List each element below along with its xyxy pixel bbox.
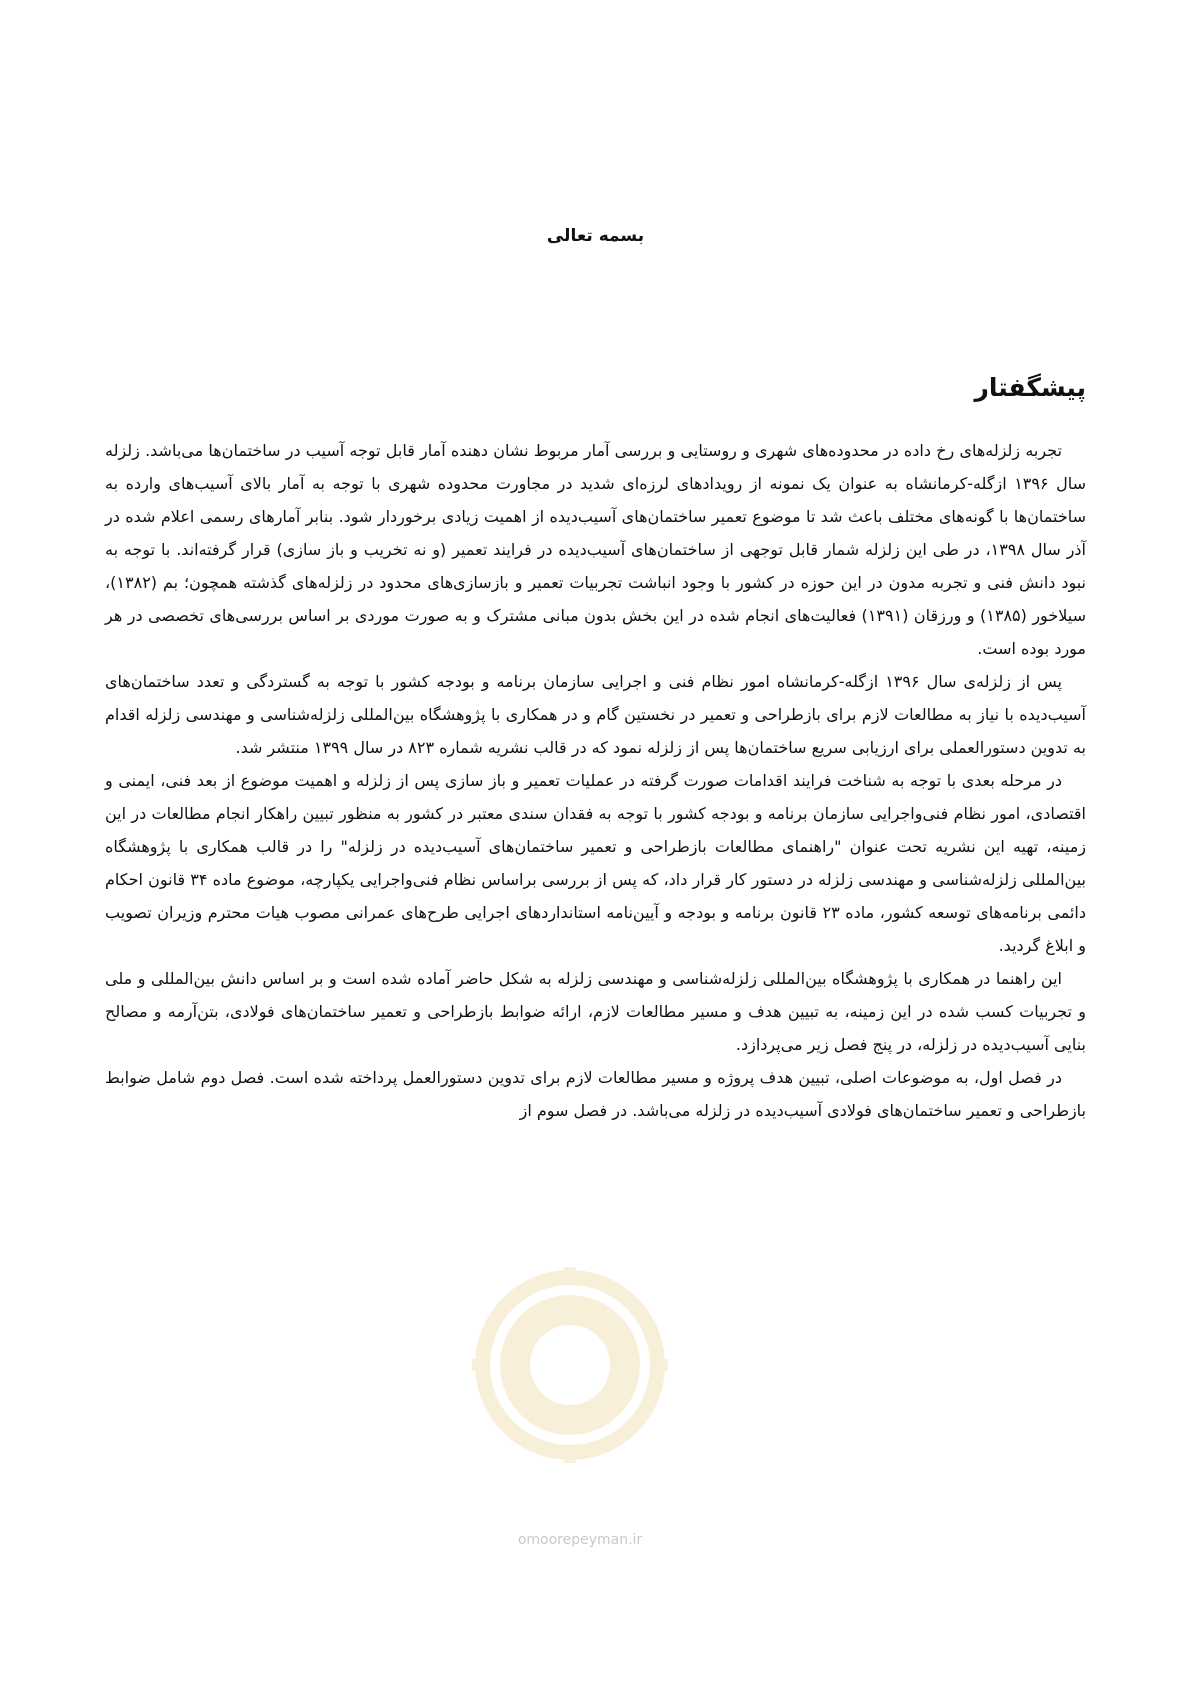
- paragraph-5: در فصل اول، به موضوعات اصلی، تبیین هدف پروژه و مسیر مطالعات لازم برای تدوین دستورالعمل پرداخته شده است. فصل دوم شامل ضوابط بازطراحی و تعمیر ساختمان‌های فولادی آسیب‌دیده در زلزله می‌باشد. در فصل سوم از: [105, 1068, 1086, 1120]
- paragraph-2: پس از زلزله‌ی سال ۱۳۹۶ ازگله-کرمانشاه امور نظام فنی و اجرایی سازمان برنامه و بودجه کشور با توجه به گستردگی و تعدد ساختمان‌های آسیب‌دیده با نیاز به مطالعات لازم برای بازطراحی و تعمیر در نخستین گام و در همکاری با پژوهشگاه بین‌المللی زلزله‌شناسی و مهندسی زلزله اقدام به تدوین دستورالعملی برای ارزیابی سریع ساختمان‌ها پس از زلزله نمود که در قالب نشریه شماره ۸۲۳ در سال ۱۳۹۹ منتشر شد.: [105, 672, 1086, 757]
- watermark-url-text: omoorepeyman.ir: [517, 1532, 643, 1548]
- seal-logo-icon: [470, 1265, 670, 1465]
- paragraph-1: تجربه زلزله‌های رخ داده در محدوده‌های شهری و روستایی و بررسی آمار مربوط نشان دهنده آمار قابل توجه آسیب در ساختمان‌ها می‌باشد. زلزله سال ۱۳۹۶ ازگله-کرمانشاه به عنوان یک نمونه از رویدادهای لرزه‌ای شدید در مجاورت محدوده شهری با توجه به آمار بالای آسیب‌های وارده به ساختمان‌ها با گونه‌های مختلف باعث شد تا موضوع تعمیر ساختمان‌های آسیب‌دیده از اهمیت زیادی برخوردار شود. بنابر آمارهای رسمی اعلام شده در آذر سال ۱۳۹۸، در طی این زلزله شمار قابل توجهی از ساختمان‌های آسیب‌دیده در فرایند تعمیر (و نه تخریب و باز سازی) قرار گرفته‌اند. با توجه به نبود دانش فنی و تجربه مدون در این حوزه در کشور با وجود انباشت تجربیات تعمیر و بازسازی‌های محدود در زلزله‌های گذشته همچون؛ بم (۱۳۸۲)، سیلاخور (۱۳۸۵) و ورزقان (۱۳۹۱) فعالیت‌های انجام شده در این بخش بدون مبانی مشترک و به صورت موردی بر اساس بررسی‌های تخصصی در هر مورد بوده است.: [105, 441, 1087, 658]
- paragraph-3: در مرحله بعدی با توجه به شناخت فرایند اقدامات صورت گرفته در عملیات تعمیر و باز سازی پس از زلزله و اهمیت موضوع از بعد فنی، ایمنی و اقتصادی، امور نظام فنی‌واجرایی سازمان برنامه و بودجه کشور با توجه به فقدان سندی معتبر در کشور به منظور تبیین راهکار انجام مطالعات در این زمینه، تهیه این نشریه تحت عنوان "راهنمای مطالعات بازطراحی و تعمیر ساختمان‌های آسیب‌دیده در زلزله" را در قالب همکاری با پژوهشگاه بین‌المللی زلزله‌شناسی و مهندسی زلزله در دستور کار قرار داد، که پس از بررسی براساس نظام فنی‌واجرایی یکپارچه، موضوع ماده ۳۴ قانون احکام دائمی برنامه‌های توسعه کشور، ماده ۲۳ قانون برنامه و بودجه و آیین‌نامه استانداردهای اجرایی طرح‌های عمرانی مصوب هیات محترم وزیران تصویب و ابلاغ گردید.: [105, 771, 1086, 955]
- watermark-seal-graphic: [470, 1265, 670, 1465]
- basmala-title: بسمه تعالی: [546, 226, 645, 246]
- body-text: [105, 434, 1086, 1127]
- section-heading: پیشگفتار: [974, 373, 1086, 402]
- paragraph-4: این راهنما در همکاری با پژوهشگاه بین‌المللی زلزله‌شناسی و مهندسی زلزله به شکل حاضر آماده شده است و بر اساس دانش بین‌المللی و ملی و تجربیات کسب شده در این زمینه، به تبیین هدف و مسیر مطالعات لازم، ارائه ضوابط بازطراحی و تعمیر ساختمان‌های فولادی، بتن‌آرمه و مصالح بنایی آسیب‌دیده در زلزله، در پنج فصل زیر می‌پردازد.: [105, 969, 1086, 1054]
